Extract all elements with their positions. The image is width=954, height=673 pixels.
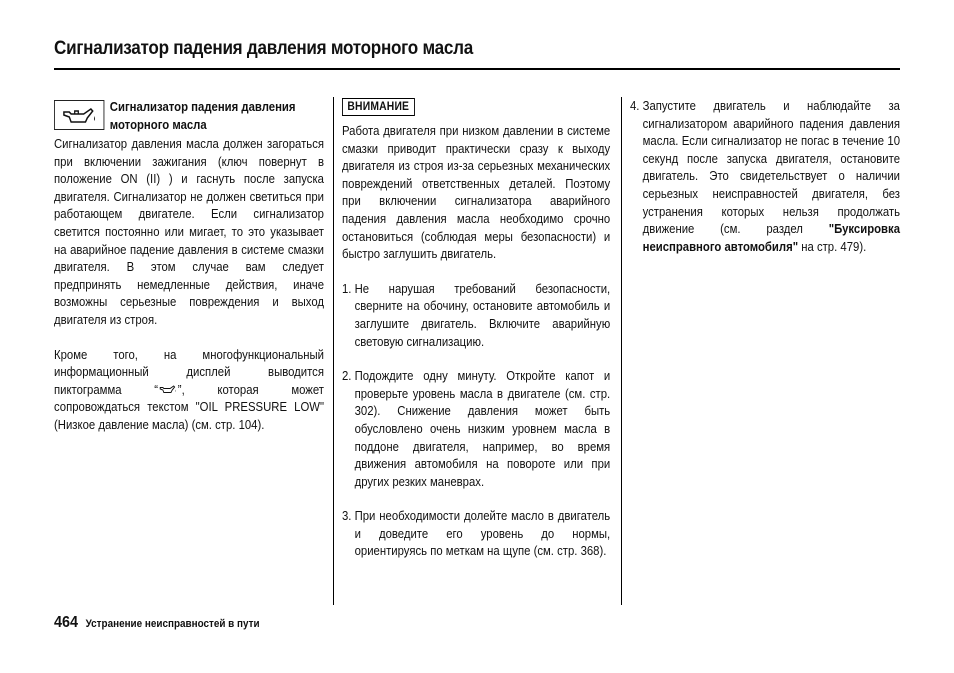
page-number: 464: [54, 614, 79, 631]
step-text: Не нарушая требований безопасности, сверните на обочину, остановите автомобиль и заглушите двигатель. Включите аварийную световую сигнализацию.: [354, 281, 611, 349]
step-4-text: Запустите двигатель и наблюдайте за сигнализатором аварийного падения давления масла. Если сигнализатор не погас в течение 10 секунд после запуска двигателя, остановите двигатель. Это свидетельствует о наличии серьезных неисправностей двигателя, без устранения которых нельзя продолжать движение (см. раздел: [642, 99, 900, 237]
step-item: [342, 281, 610, 351]
step-text: При необходимости долейте масло в двигатель и доведите его уровень до нормы, ориентируясь по меткам на щупе (см. стр. 368).: [354, 509, 611, 559]
paragraph-1: Сигнализатор давления масла должен загораться при включении зажигания (ключ повернут в положение ON (II) ) и гаснуть после запуска двигателя. Сигнализатор не должен светиться при работающем двигателе. Если сигнализатор светится постоянно или мигает, то это указывает на аварийное падение давления в системе смазки двигателя. В этом случае вам следует предпринять немедленные действия, иначе возможны серьезные повреждения и выход двигателя из строя.: [54, 137, 324, 327]
oil-indicator-box: [54, 100, 104, 130]
page-title: Сигнализатор падения давления моторного масла: [54, 38, 473, 59]
step-number: 1.: [342, 281, 352, 296]
step-number: 4.: [630, 99, 640, 113]
column-divider-1: [333, 97, 334, 605]
subheading-line-1: Сигнализатор падения давления: [109, 100, 296, 114]
subheading-line-2: моторного масла: [109, 118, 207, 132]
subheading: [110, 98, 324, 134]
column-3: [630, 98, 900, 256]
paragraph-2-end: ”, которая может сопровождаться текстом "OIL PRESSURE LOW" (Низкое давление масла) (см. стр. 104).: [54, 382, 324, 432]
step-number: 3.: [342, 509, 352, 524]
step-4-page-ref: на стр. 479).: [798, 239, 867, 254]
step-item: [342, 368, 610, 491]
step-number: 2.: [342, 369, 352, 384]
paragraph-2: [54, 347, 324, 435]
step-item: [342, 508, 610, 561]
column-1: [54, 98, 324, 435]
column-divider-2: [621, 97, 622, 605]
warning-label: ВНИМАНИЕ: [342, 98, 415, 116]
title-divider: [54, 68, 900, 70]
paragraph-2-start: Кроме того, на многофункциональный информационный дисплей выводится пиктограмма “: [54, 347, 324, 397]
warning-text: Работа двигателя при низком давлении в системе смазки приводит практически сразу к выходу двигателя из строя из-за серьезных механических повреждений ответственных деталей. Поэтому при включении сигнализатора аварийного падения давления масла необходимо срочно остановиться (соблюдая меры безопасности) и быстро заглушить двигатель.: [342, 124, 611, 262]
oil-can-icon: [60, 106, 100, 126]
towing-reference: "Буксировка неисправного автомобиля": [642, 222, 900, 254]
step-text: Подождите одну минуту. Откройте капот и проверьте уровень масла в двигателе (см. стр. 302). Снижение давления может быть обусловлено очень низким уровнем масла в поддоне двигателя, например, во время движения автомобиля на повороте или при других резких маневрах.: [354, 369, 611, 489]
step-text: [643, 98, 900, 256]
step-item: [630, 98, 900, 256]
oil-can-inline-icon: [158, 384, 178, 395]
page-footer: [54, 614, 260, 632]
column-2: [342, 98, 610, 561]
steps-list: [342, 281, 610, 561]
section-name: Устранение неисправностей в пути: [85, 618, 260, 630]
